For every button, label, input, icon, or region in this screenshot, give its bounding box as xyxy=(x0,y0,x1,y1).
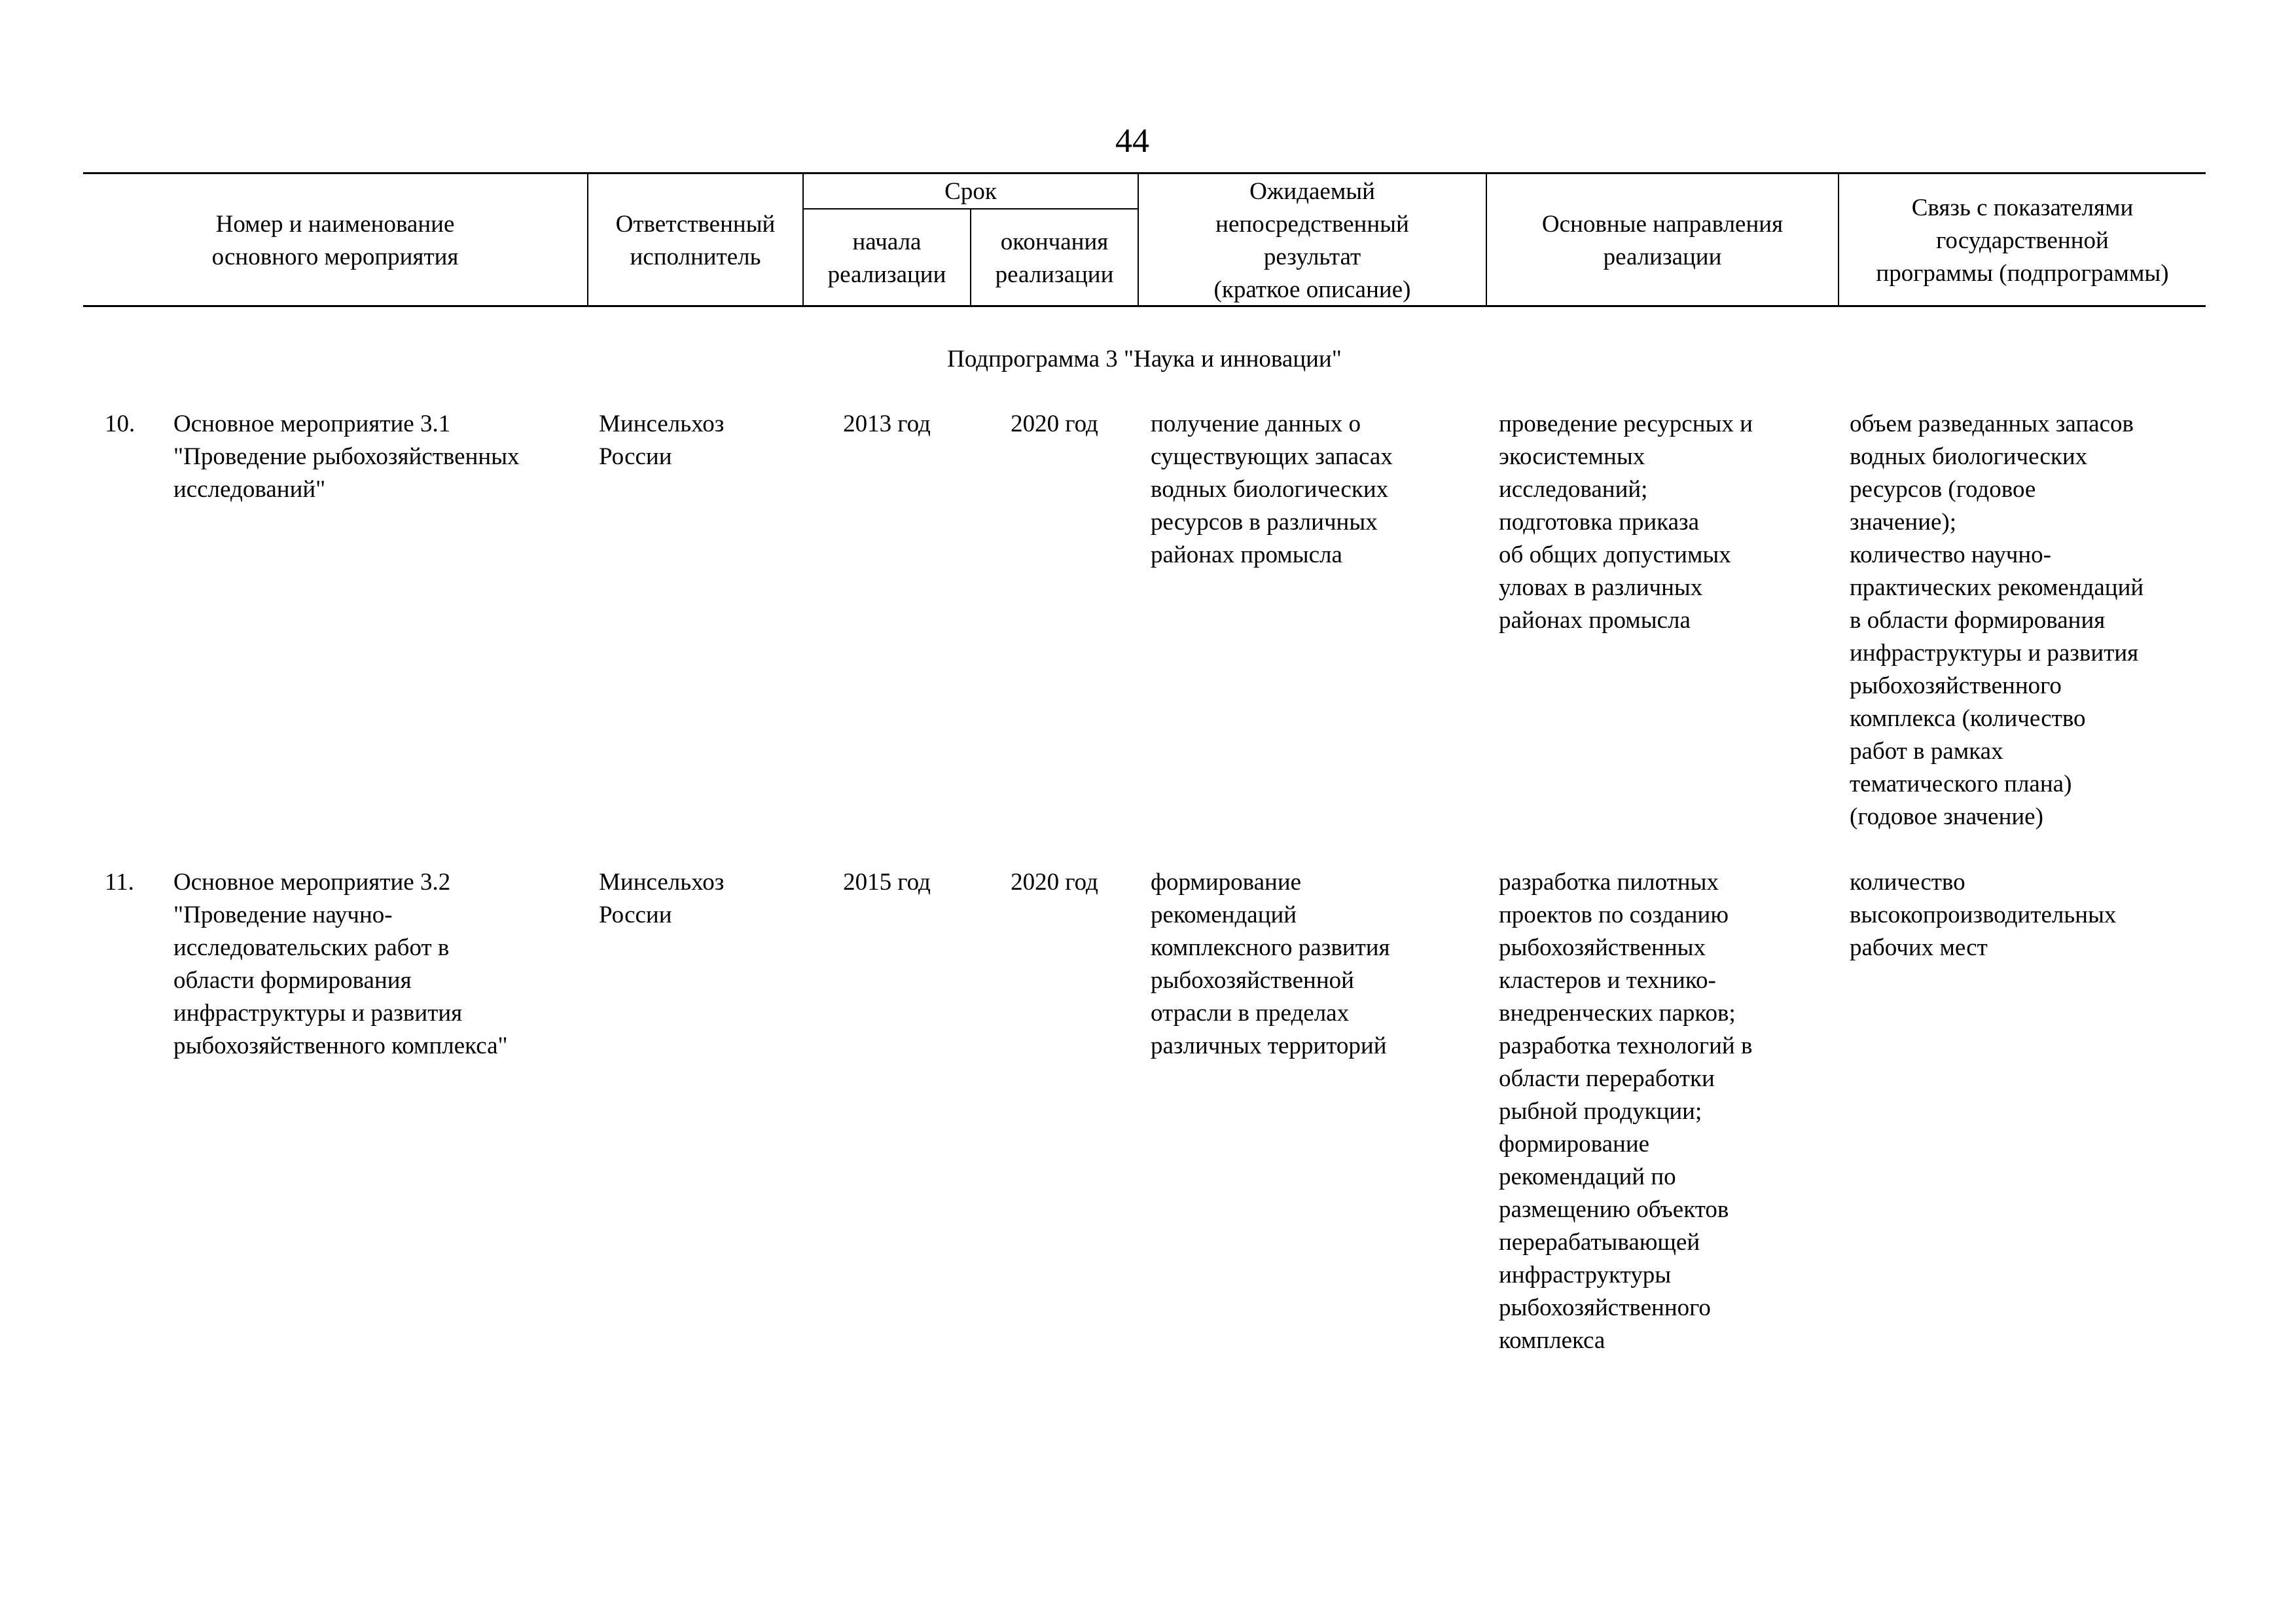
header-top-rule xyxy=(83,172,2206,174)
row-11-num: 11. xyxy=(105,869,134,896)
row-10-executor: Минсельхоз России xyxy=(599,410,725,470)
row-11-name: Основное мероприятие 3.2 "Проведение научно- исследовательских работ в области формирования инфраструктуры и развития рыбохозяйственного комплекса" xyxy=(173,869,508,1059)
header-start: начала реализации xyxy=(827,228,946,288)
row-10-end: 2020 год xyxy=(1011,410,1098,437)
header-executor: Ответственный исполнитель xyxy=(615,211,776,270)
row-10-start: 2013 год xyxy=(843,410,931,437)
header-link: Связь с показателями государственной программы (подпрограммы) xyxy=(1876,194,2169,287)
header-name: Номер и наименование основного мероприятия xyxy=(211,211,459,270)
row-10-num: 10. xyxy=(105,410,135,437)
row-11-directions: разработка пилотных проектов по созданию рыбохозяйственных кластеров и технико- внедренческих парков; разработка технологий в области переработки рыбной продукции; формирование рекомендаций по размещению объектов перерабатывающей инфраструктуры рыбохозяйственного комплекса xyxy=(1499,869,1753,1354)
row-11-result: формирование рекомендаций комплексного развития рыбохозяйственной отрасли в пределах различных территорий xyxy=(1151,869,1390,1059)
row-10-result: получение данных о существующих запасах водных биологических ресурсов в различных районах промысла xyxy=(1151,410,1393,568)
row-11-start: 2015 год xyxy=(843,869,931,896)
row-11-link: количество высокопроизводительных рабочих мест xyxy=(1850,869,2117,961)
row-10-directions: проведение ресурсных и экосистемных исследований; подготовка приказа об общих допустимых уловах в различных районах промысла xyxy=(1499,410,1753,634)
row-10-link: объем разведанных запасов водных биологических ресурсов (годовое значение); количество научно- практических рекомендаций в области формирования инфраструктуры и развития рыбохозяйственного комплекса (количество работ в рамках тематического плана) (годовое значение) xyxy=(1850,410,2144,830)
header-term: Срок xyxy=(944,178,997,205)
row-11-end: 2020 год xyxy=(1011,869,1098,896)
row-11-executor: Минсельхоз России xyxy=(599,869,725,928)
header-result: Ожидаемый непосредственный результат (краткое описание) xyxy=(1213,178,1411,303)
subprogram-title: Подпрограмма 3 "Наука и инновации" xyxy=(947,346,1342,373)
row-10-name: Основное мероприятие 3.1 "Проведение рыбохозяйственных исследований" xyxy=(173,410,520,503)
page-number: 44 xyxy=(1115,122,1149,160)
header-directions: Основные направления реализации xyxy=(1541,211,1784,270)
header-end: окончания реализации xyxy=(995,228,1114,288)
